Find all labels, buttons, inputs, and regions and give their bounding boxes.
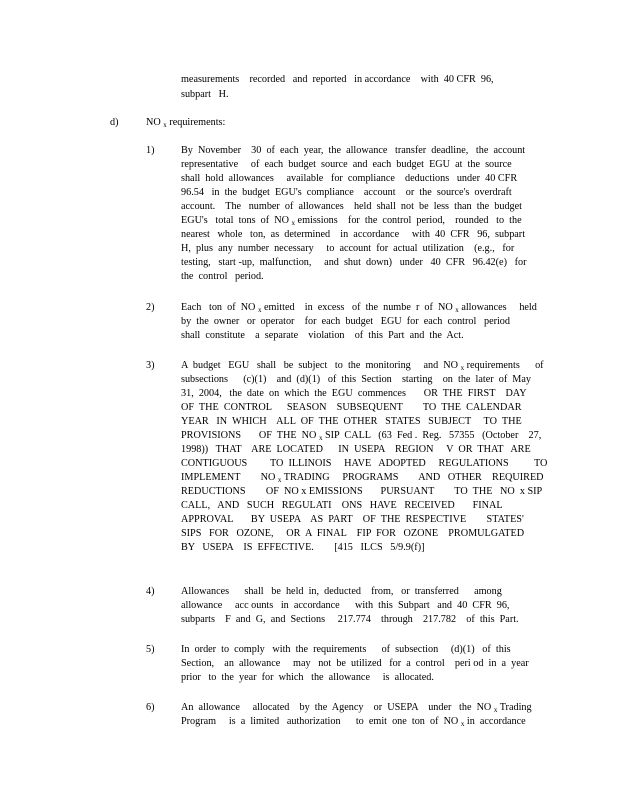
section-heading-d: NO $_x$ requirements:	[146, 117, 226, 129]
item-2-line: shall constitute a separate violation of this Part and the Act.	[181, 330, 464, 341]
item-1-line: 96.54 in the budget EGU's compliance account or the source's overdraft	[181, 187, 512, 198]
item-4-line: Allowances shall be held in, deducted from, or transferred among	[181, 586, 502, 597]
item-3-line: IMPLEMENT NO $_x$ TRADING PROGRAMS AND OTHER REQUIRED	[181, 472, 544, 484]
item-6-line: An allowance allocated by the Agency or USEPA under the NO $_x$ Trading	[181, 702, 532, 714]
intro-line-2: subpart H.	[181, 89, 229, 100]
item-3-line: SIPS FOR OZONE, OR A FINAL FIP FOR OZONE PROMULGATED	[181, 528, 525, 539]
item-3-line: CALL, AND SUCH REGULATI ONS HAVE RECEIVED FINAL	[181, 500, 503, 511]
item-3-line: A budget EGU shall be subject to the monitoring and NO $_x$ requirements of	[181, 360, 544, 372]
item-1-line: H, plus any number necessary to account for actual utilization (e.g., for	[181, 243, 515, 254]
item-5-number: 5)	[146, 644, 155, 655]
item-6-number: 6)	[146, 702, 155, 713]
item-5-line: Section, an allowance may not be utilized for a control peri od in a year	[181, 658, 529, 669]
item-2-number: 2)	[146, 302, 155, 313]
item-3-line: 1998)) THAT ARE LOCATED IN USEPA REGION V OR THAT ARE	[181, 444, 531, 455]
item-3-line: OF THE CONTROL SEASON SUBSEQUENT TO THE CALENDAR	[181, 402, 522, 413]
intro-line-1: measurements recorded and reported in accordance with 40 CFR 96,	[181, 74, 494, 85]
section-marker-d: d)	[110, 117, 119, 128]
item-4-line: allowance acc ounts in accordance with this Subpart and 40 CFR 96,	[181, 600, 510, 611]
item-3-line: YEAR IN WHICH ALL OF THE OTHER STATES SUBJECT TO THE	[181, 416, 522, 427]
item-1-number: 1)	[146, 145, 155, 156]
item-1-line: By November 30 of each year, the allowance transfer deadline, the account	[181, 145, 526, 156]
item-2-line: by the owner or operator for each budget EGU for each control period	[181, 316, 510, 327]
item-4-number: 4)	[146, 586, 155, 597]
item-5-line: In order to comply with the requirements of subsection (d)(1) of this	[181, 644, 511, 655]
item-5-line: prior to the year for which the allowance is allocated.	[181, 672, 434, 683]
item-3-line: CONTIGUOUS TO ILLINOIS HAVE ADOPTED REGULATIONS TO	[181, 458, 548, 469]
item-1-line: the control period.	[181, 271, 264, 282]
item-1-line: account. The number of allowances held shall not be less than the budget	[181, 201, 523, 212]
item-3-line: APPROVAL BY USEPA AS PART OF THE RESPECTIVE STATES'	[181, 514, 524, 525]
item-6-line: Program is a limited authorization to emit one ton of NO $_x$ in accordance	[181, 716, 526, 728]
item-3-line: 31, 2004, the date on which the EGU commences OR THE FIRST DAY	[181, 388, 527, 399]
item-1-line: nearest whole ton, as determined in accordance with 40 CFR 96, subpart	[181, 229, 526, 240]
item-3-line: subsections (c)(1) and (d)(1) of this Section starting on the later of May	[181, 374, 531, 385]
item-1-line: testing, start -up, malfunction, and shut down) under 40 CFR 96.42(e) for	[181, 257, 527, 268]
item-1-line: EGU's total tons of NO $_x$ emissions for the control period, rounded to the	[181, 215, 522, 227]
item-3-line: PROVISIONS OF THE NO $_x$ SIP CALL (63 Fed . Reg. 57355 (October 27,	[181, 430, 542, 442]
item-3-line: BY USEPA IS EFFECTIVE. [415 ILCS 5/9.9(f)]	[181, 542, 425, 553]
item-3-line: REDUCTIONS OF NO x EMISSIONS PURSUANT TO THE NO x SIP	[181, 486, 543, 497]
item-2-line: Each ton of NO $_x$ emitted in excess of the numbe r of NO $_x$ allowances held	[181, 302, 537, 314]
item-1-line: representative of each budget source and each budget EGU at the source	[181, 159, 512, 170]
item-4-line: subparts F and G, and Sections 217.774 through 217.782 of this Part.	[181, 614, 519, 625]
item-3-number: 3)	[146, 360, 155, 371]
item-1-line: shall hold allowances available for compliance deductions under 40 CFR	[181, 173, 518, 184]
